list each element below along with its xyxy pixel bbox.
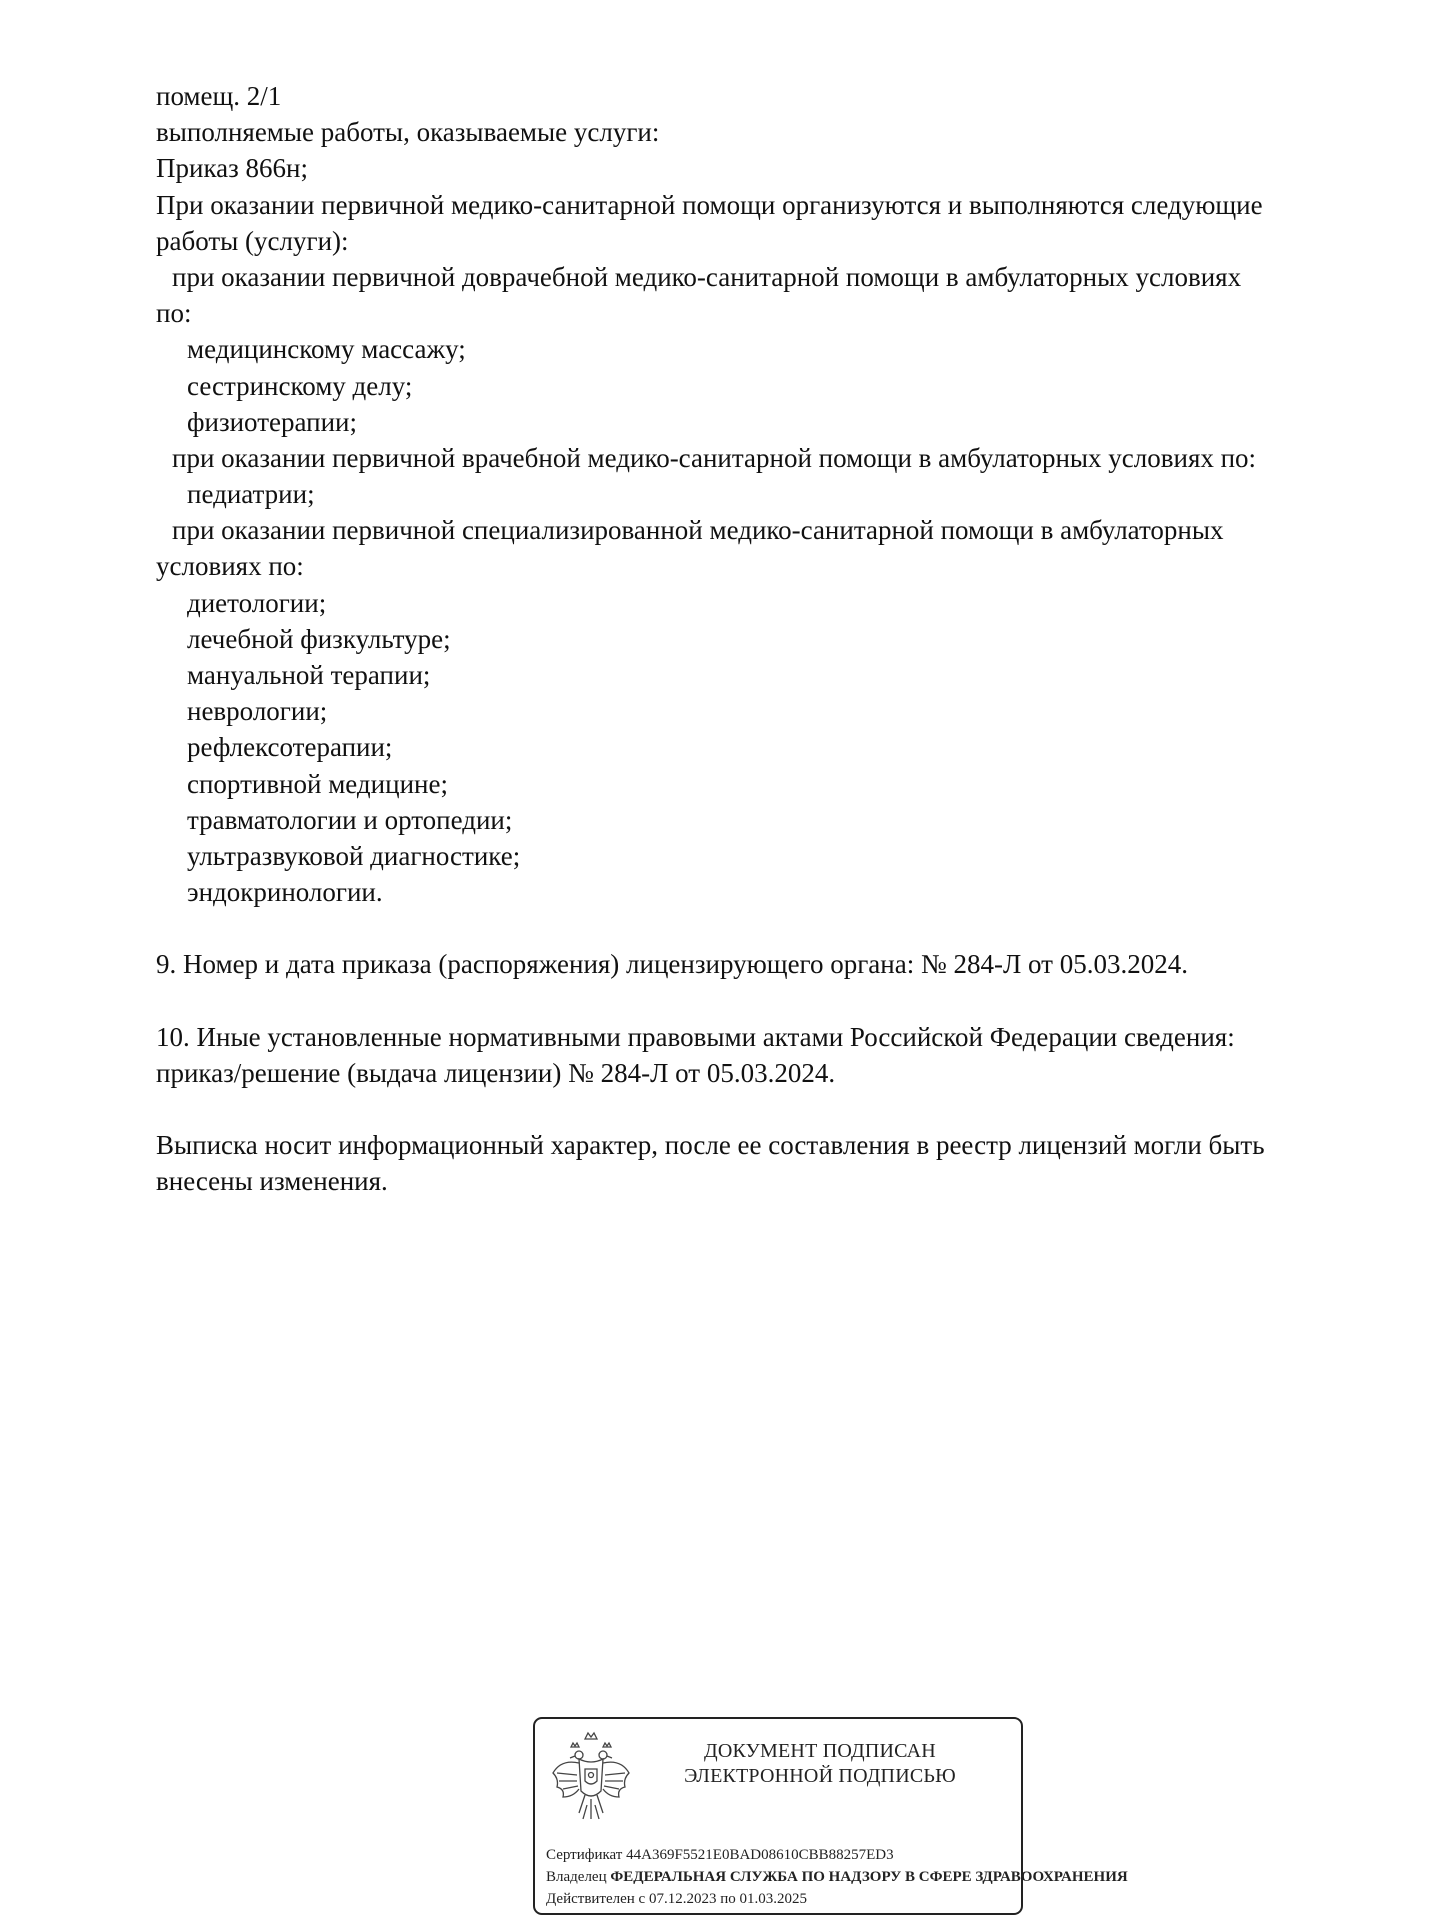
list-item: сестринскому делу;: [187, 370, 413, 401]
list-item: педиатрии;: [187, 479, 315, 510]
validity-row: Действителен с 07.12.2023 по 01.03.2025: [546, 1891, 807, 1907]
list-item: травматологии и ортопедии;: [187, 804, 513, 835]
list-item: лечебной физкультуре;: [187, 623, 451, 654]
stamp-title: [655, 1739, 985, 1789]
owner-row: [546, 1866, 1128, 1888]
list-item: рефлексотерапии;: [187, 732, 393, 763]
text-line: по:: [156, 298, 192, 329]
document-body: [156, 78, 1396, 1199]
list-item: мануальной терапии;: [187, 660, 431, 690]
text-line: помещ. 2/1: [156, 81, 282, 111]
list-item: неврологии;: [187, 696, 328, 727]
text-line: при оказании первичной специализированной медико-санитарной помощи в амбулаторных: [172, 515, 1224, 546]
text-line: при оказании первичной доврачебной медико-санитарной помощи в амбулаторных условиях: [172, 261, 1242, 292]
owner-label: Владелец: [546, 1869, 607, 1885]
text-line: работы (услуги):: [156, 225, 349, 256]
list-item: ультразвуковой диагностике;: [187, 840, 521, 871]
text-line: условиях по:: [156, 551, 304, 582]
stamp-title-line: ЭЛЕКТРОННОЙ ПОДПИСЬЮ: [684, 1765, 956, 1787]
text-line: при оказании первичной врачебной медико-санитарной помощи в амбулаторных условиях по:: [172, 442, 1257, 473]
stamp-title-line: ДОКУМЕНТ ПОДПИСАН: [704, 1740, 936, 1762]
certificate-value: 44A369F5521E0BAD08610CBB88257ED3: [626, 1847, 894, 1863]
disclaimer-line: Выписка носит информационный характер, после ее составления в реестр лицензий могли быть: [156, 1129, 1265, 1160]
signature-stamp: [533, 1717, 1128, 1915]
section-9-order: 9. Номер и дата приказа (распоряжения) лицензирующего органа: № 284-Л от 05.03.2024.: [156, 949, 1188, 980]
stamp-details: [546, 1844, 1128, 1910]
list-item: физиотерапии;: [187, 406, 357, 437]
coat-of-arms-icon: [549, 1729, 633, 1825]
disclaimer-line: внесены изменения.: [156, 1166, 388, 1197]
section-10-line: приказ/решение (выдача лицензии) № 284-Л от 05.03.2024.: [156, 1057, 836, 1088]
certificate-label: Сертификат: [546, 1847, 623, 1863]
section-10-line: 10. Иные установленные нормативными правовыми актами Российской Федерации сведения:: [156, 1021, 1235, 1052]
list-item: эндокринологии.: [187, 877, 383, 908]
list-item: спортивной медицине;: [187, 768, 448, 799]
certificate-row: [546, 1844, 1016, 1866]
text-line: При оказании первичной медико-санитарной помощи организуются и выполняются следующие: [156, 189, 1263, 220]
list-item: диетологии;: [187, 587, 327, 618]
list-item: медицинскому массажу;: [187, 334, 466, 365]
owner-value: ФЕДЕРАЛЬНАЯ СЛУЖБА ПО НАДЗОРУ В СФЕРЕ ЗДРАВООХРАНЕНИЯ: [610, 1869, 1128, 1885]
text-line: Приказ 866н;: [156, 153, 309, 184]
text-line: выполняемые работы, оказываемые услуги:: [156, 117, 660, 148]
